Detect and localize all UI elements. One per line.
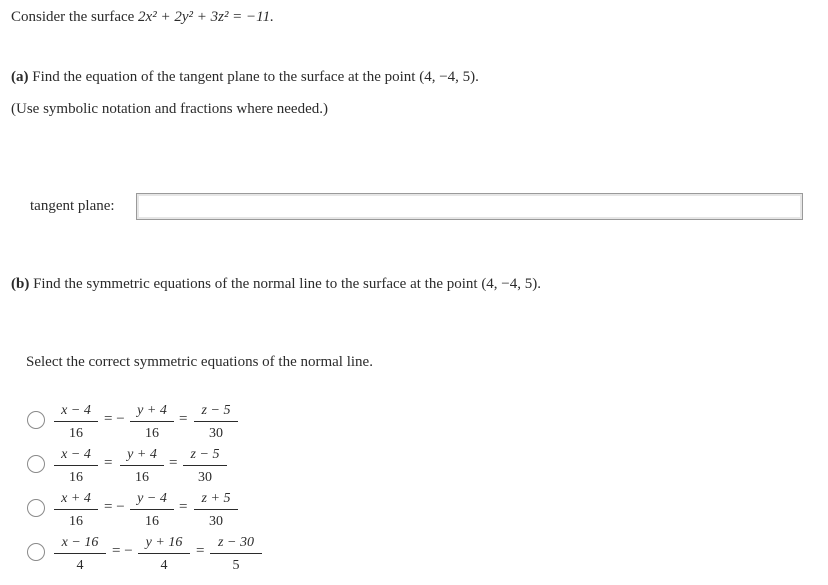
- denominator: 30: [209, 426, 223, 441]
- numerator: z − 30: [210, 534, 262, 554]
- fraction-y: [130, 402, 174, 442]
- fraction-y: [130, 490, 174, 530]
- numerator: x + 4: [54, 490, 98, 510]
- fraction-y: [138, 534, 190, 574]
- equals-sign: =: [104, 455, 113, 471]
- part-a-question: [11, 69, 479, 86]
- equals-sign: =: [179, 499, 188, 515]
- numerator: z + 5: [194, 490, 238, 510]
- denominator: 16: [69, 426, 83, 441]
- numerator: y + 4: [130, 402, 174, 422]
- fraction-x: [54, 490, 98, 530]
- fraction-x: [54, 446, 98, 486]
- fraction-z: [194, 402, 238, 442]
- fraction-z: [183, 446, 227, 486]
- part-b-question: [11, 276, 541, 293]
- equals-sign: = −: [112, 543, 133, 559]
- fraction-z: [194, 490, 238, 530]
- equals-sign: = −: [104, 411, 125, 427]
- denominator: 16: [145, 514, 159, 529]
- radio-button[interactable]: [27, 411, 45, 429]
- radio-button[interactable]: [27, 543, 45, 561]
- select-prompt: Select the correct symmetric equations of the normal line.: [26, 354, 373, 370]
- tangent-plane-label: tangent plane:: [30, 198, 115, 214]
- numerator: x − 4: [54, 446, 98, 466]
- normal-line-option-1[interactable]: [26, 402, 286, 442]
- surface-equation: 2x² + 2y² + 3z² = −11.: [138, 9, 274, 25]
- fraction-y: [120, 446, 164, 486]
- fraction-x: [54, 402, 98, 442]
- numerator: y + 16: [138, 534, 190, 554]
- denominator: 16: [69, 470, 83, 485]
- denominator: 16: [135, 470, 149, 485]
- numerator: z − 5: [194, 402, 238, 422]
- equals-sign: = −: [104, 499, 125, 515]
- part-b-tag: (b): [11, 276, 30, 292]
- problem-statement: [11, 9, 274, 26]
- tangent-plane-input[interactable]: [136, 193, 803, 220]
- denominator: 16: [145, 426, 159, 441]
- normal-line-option-2[interactable]: [26, 446, 286, 486]
- numerator: y − 4: [130, 490, 174, 510]
- normal-line-option-3[interactable]: [26, 490, 286, 530]
- numerator: x − 16: [54, 534, 106, 554]
- denominator: 5: [232, 558, 240, 573]
- part-a-text: Find the equation of the tangent plane to the surface at the point (4, −4, 5).: [28, 69, 479, 85]
- part-a-tag: (a): [11, 69, 29, 85]
- numerator: y + 4: [120, 446, 164, 466]
- denominator: 4: [160, 558, 168, 573]
- numerator: x − 4: [54, 402, 98, 422]
- denominator: 16: [69, 514, 83, 529]
- denominator: 30: [198, 470, 212, 485]
- normal-line-option-4[interactable]: [26, 534, 286, 574]
- part-b-text: Find the symmetric equations of the normal line to the surface at the point (4, −4, 5).: [29, 276, 542, 292]
- radio-button[interactable]: [27, 499, 45, 517]
- intro-text: Consider the surface: [11, 9, 139, 25]
- fraction-z: [210, 534, 262, 574]
- part-a-note: (Use symbolic notation and fractions where needed.): [11, 101, 328, 117]
- fraction-x: [54, 534, 106, 574]
- equals-sign: =: [196, 543, 205, 559]
- numerator: z − 5: [183, 446, 227, 466]
- equals-sign: =: [169, 455, 178, 471]
- equals-sign: =: [179, 411, 188, 427]
- denominator: 30: [209, 514, 223, 529]
- denominator: 4: [76, 558, 84, 573]
- radio-button[interactable]: [27, 455, 45, 473]
